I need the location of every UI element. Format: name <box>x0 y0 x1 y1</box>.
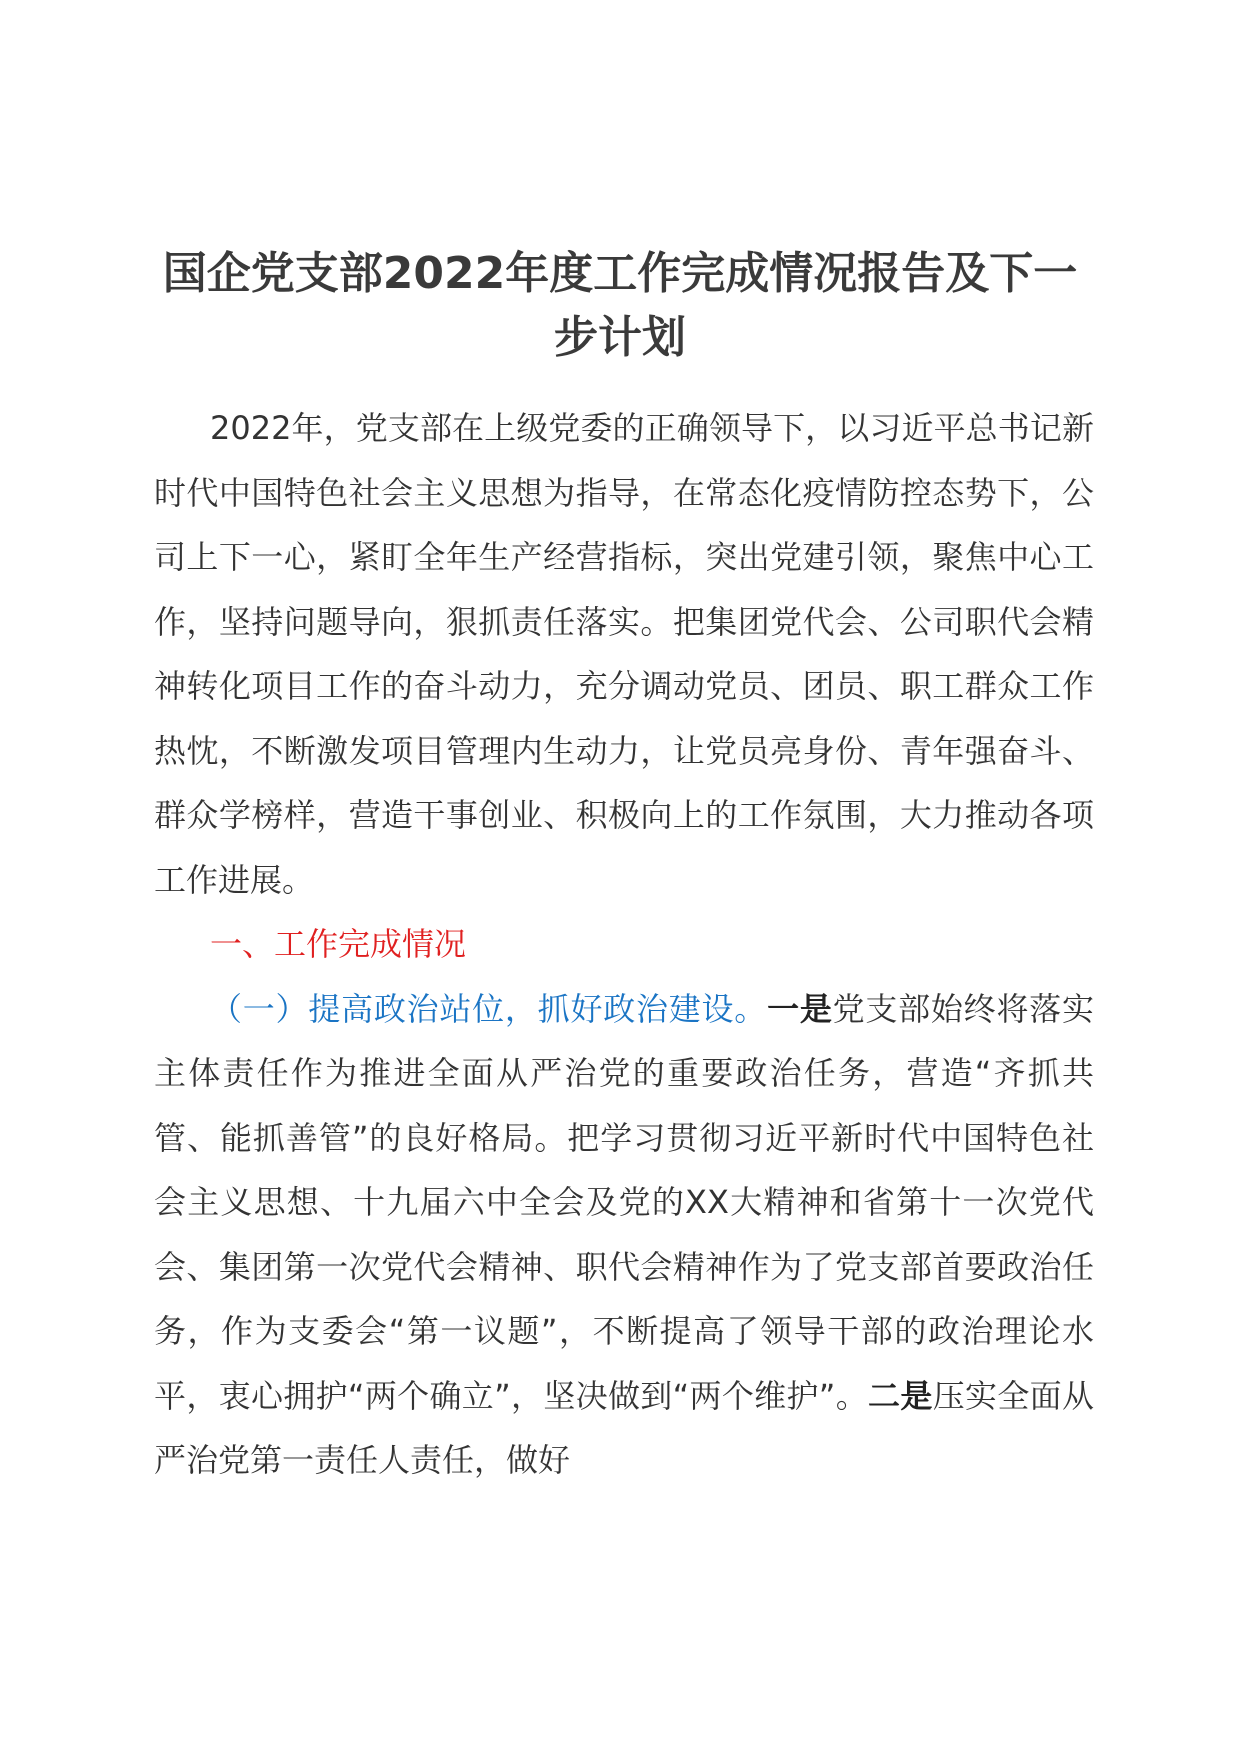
document-body <box>154 396 1094 1493</box>
document-title: 国企党支部2022年度工作完成情况报告及下一步计划 <box>162 248 1078 363</box>
subsection-heading: （一）提高政治站位，抓好政治建设。 <box>210 989 768 1028</box>
section-heading: 一、工作完成情况 <box>210 925 467 963</box>
intro-paragraph: 2022年，党支部在上级党委的正确领导下，以习近平总书记新时代中国特色社会主义思想为指导，在常态化疫情防控态势下，公司上下一心，紧盯全年生产经营指标，突出党建引领，聚焦中心工作，坚持问题导向，狠抓责任落实。把集团党代会、公司职代会精神转化项目工作的奋斗动力，充分调动党员、团员、职工群众工作热忱，不断激发项目管理内生动力，让党员亮身份、青年强奋斗、群众学榜样，营造干事创业、积极向上的工作氛围，大力推动各项工作进展。 <box>154 409 1094 899</box>
key-point-marker: 二是 <box>868 1376 933 1415</box>
key-point-text: 党支部始终将落实主体责任作为推进全面从严治党的重要政治任务，营造“齐抓共管、能抓善管”的良好格局。把学习贯彻习近平新时代中国特色社会主义思想、十九届六中全会及党的XX大精神和省第十一次党代会、集团第一次党代会精神、职代会精神作为了党支部首要政治任务，作为支委会“第一议题”，不断提高了领导干部的政治理论水平，衷心拥护“两个确立”，坚决做到“两个维护”。 <box>154 989 1094 1415</box>
key-point-marker: 一是 <box>767 989 833 1028</box>
subsection-paragraph <box>154 977 1094 1493</box>
key-point-text: 压实全面从严治党第一责任人责任，做好 <box>154 1376 1094 1479</box>
